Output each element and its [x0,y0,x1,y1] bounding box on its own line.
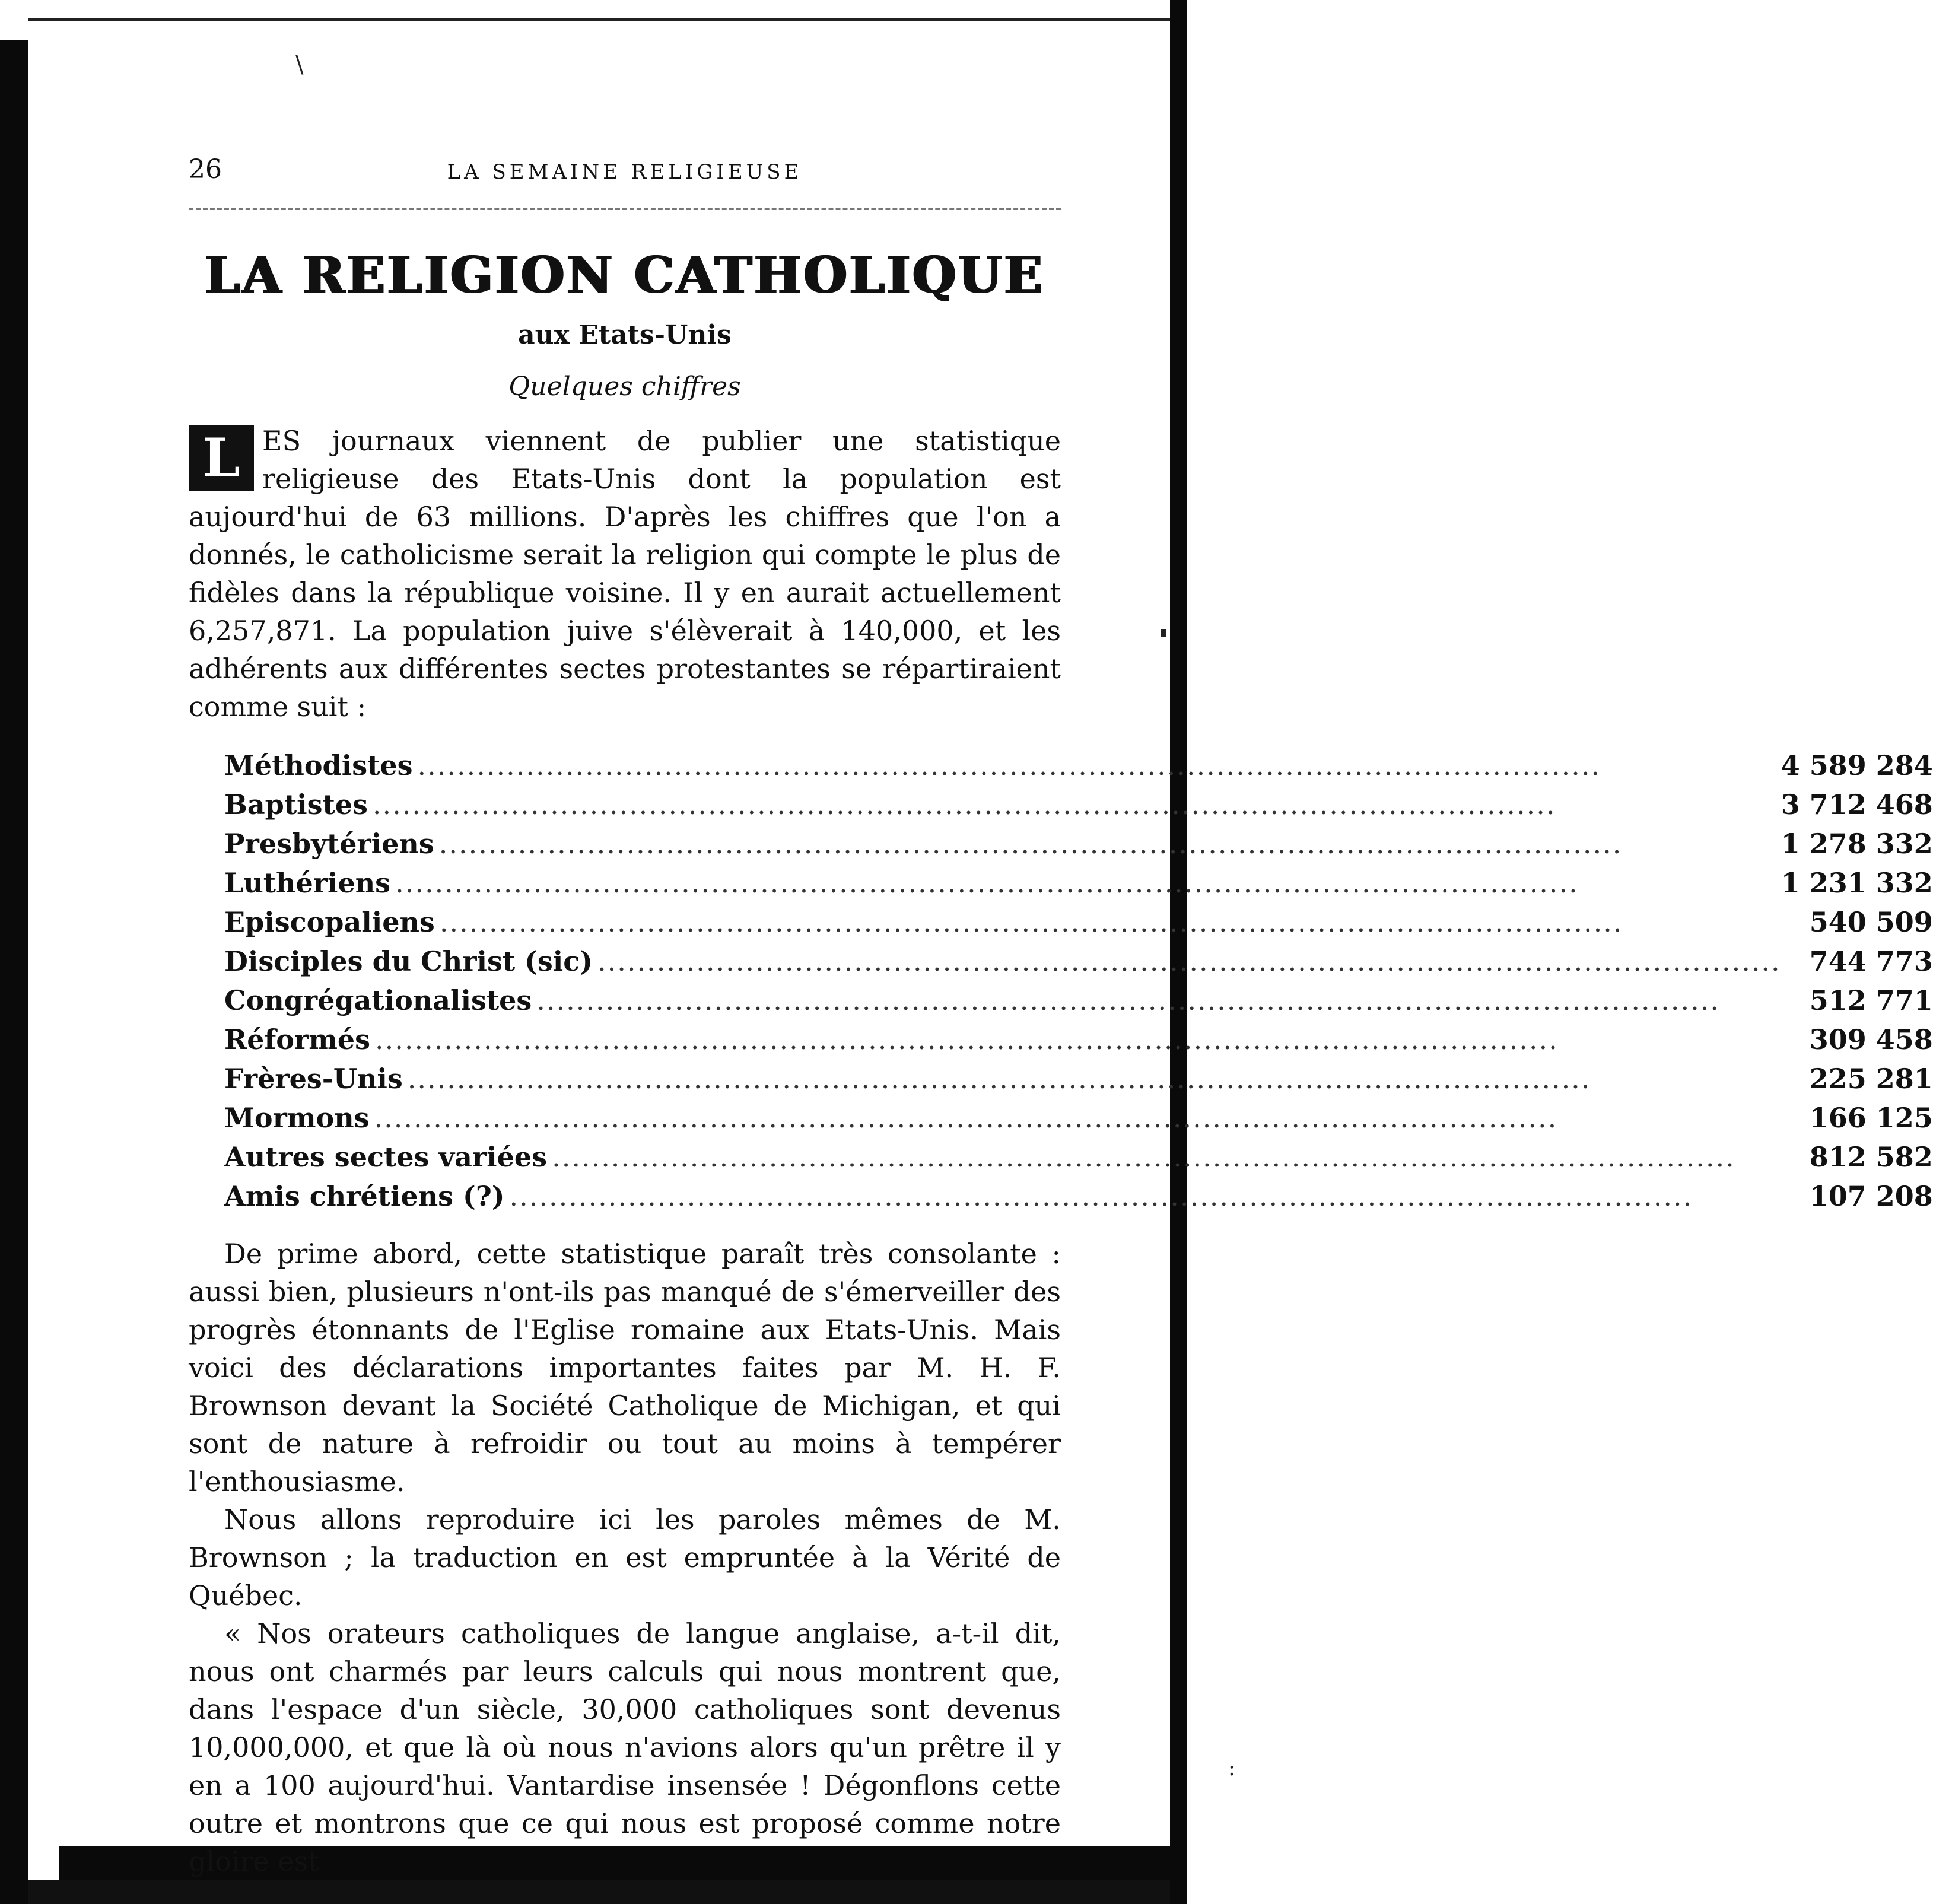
statistics-row [224,1063,1933,1102]
statistics-row [224,828,1933,867]
scan-stray-mark: \ [295,51,304,78]
denomination-cell [224,1063,1781,1102]
header-rule [189,208,1061,210]
adherent-count: 166 125 [1809,1102,1933,1134]
scan-speck [1161,629,1166,637]
statistics-row [224,1141,1933,1180]
denomination-name: Amis chrétiens (?) [224,1180,510,1212]
denomination-cell [224,945,1781,984]
leader-dots: ........................................................................................................................ [536,984,1720,1016]
statistics-row [224,1023,1933,1063]
statistics-body [224,749,1933,1219]
leader-dots: ........................................................................................................................ [395,867,1579,899]
denomination-name: Autres sectes variées [224,1141,552,1173]
statistics-row [224,1180,1933,1219]
denomination-name: Presbytériens [224,828,439,860]
denomination-name: Réformés [224,1023,375,1056]
adherent-count: 744 773 [1809,945,1933,977]
scan-border-bottom-edge [28,1880,1170,1904]
page [189,148,1933,1880]
denomination-name: Baptistes [224,789,373,821]
statistics-row [224,906,1933,945]
adherent-count: 1 278 332 [1781,828,1933,860]
leader-dots: ........................................................................................................................ [417,749,1601,781]
denomination-cell [224,749,1781,789]
leader-dots: ........................................................................................................................ [372,789,1556,821]
denomination-name: Episcopaliens [224,906,440,938]
statistics-row [224,984,1933,1023]
scan-speck-2: : [1228,1756,1236,1781]
statistics-row [224,1102,1933,1141]
statistics-row [224,945,1933,984]
leader-dots: ........................................................................................................................ [552,1141,1735,1173]
adherent-count: 225 281 [1809,1063,1933,1095]
scan-border-left [0,40,28,1904]
denomination-name: Méthodistes [224,749,418,781]
denomination-name: Frères-Unis [224,1063,408,1095]
denomination-cell [224,1023,1781,1063]
denomination-cell [224,789,1781,828]
leader-dots: ........................................................................................................................ [597,945,1781,977]
denomination-cell [224,984,1781,1023]
denomination-name: Congrégationalistes [224,984,536,1016]
body-paragraph: Nous allons reproduire ici les paroles mêmes de M. Brownson ; la traduction en est empruntée à la Vérité de Québec. [189,1504,1061,1611]
statistics-row [224,867,1933,906]
adherent-count: 4 589 284 [1781,749,1933,781]
adherent-count: 1 231 332 [1781,867,1933,899]
intro-paragraph [189,422,1061,726]
adherent-count: 540 509 [1809,906,1933,938]
running-head: LA SEMAINE RELIGIEUSE [447,160,803,184]
denomination-cell [224,906,1781,945]
denomination-name: Luthériens [224,867,395,899]
leader-dots: ........................................................................................................................ [375,1023,1559,1056]
leader-dots: ........................................................................................................................ [374,1102,1558,1134]
denomination-cell [224,1141,1781,1180]
adherent-count: 309 458 [1809,1023,1933,1056]
denomination-cell [224,828,1781,867]
denomination-cell [224,867,1781,906]
denomination-cell [224,1180,1781,1219]
dropcap: L [189,425,254,491]
leader-dots: ........................................................................................................................ [407,1063,1591,1095]
scan-border-top [28,18,1170,21]
statistics-table [224,749,1933,1219]
article-title: LA RELIGION CATHOLIQUE [205,246,1045,304]
leader-dots: ........................................................................................................................ [439,906,1623,938]
article-subtitle: aux Etats-Unis [518,320,732,350]
article-subsubtitle: Quelques chiffres [508,371,741,402]
denomination-name: Disciples du Christ (sic) [224,945,597,977]
adherent-count: 3 712 468 [1781,789,1933,821]
denomination-cell [224,1102,1781,1141]
body-paragraph: « Nos orateurs catholiques de langue anglaise, a-t-il dit, nous ont charmés par leurs calculs qui nous montrent que, dans l'espace d'un siècle, 30,000 catholiques sont devenus 10,000,000, et que là où nous n'avions alors qu'un prêtre il y en a 100 aujourd'hui. Vantardise insensée ! Dégonflons cette outre et montrons que ce qui nous est proposé comme notre gloire est [189,1617,1061,1877]
leader-dots: ........................................................................................................................ [438,828,1623,860]
adherent-count: 107 208 [1809,1180,1933,1212]
adherent-count: 812 582 [1809,1141,1933,1173]
denomination-name: Mormons [224,1102,374,1134]
page-header [189,148,1061,190]
body-paragraphs [189,1235,1061,1880]
adherent-count: 512 771 [1809,984,1933,1016]
body-paragraph: De prime abord, cette statistique paraît très consolante : aussi bien, plusieurs n'ont-ils pas manqué de s'émerveiller des progrès étonnants de l'Eglise romaine aux Etats-Unis. Mais voici des déclarations importantes faites par M. H. F. Brownson devant la Société Catholique de Michigan, et qui sont de nature à refroidir ou tout au moins à tempérer l'enthousiasme. [189,1238,1061,1498]
statistics-row [224,749,1933,789]
statistics-row [224,789,1933,828]
intro-text: ES journaux viennent de publier une statistique religieuse des Etats-Unis dont la population est aujourd'hui de 63 millions. D'après les chiffres que l'on a donnés, le catholicisme serait la religion qui compte le plus de fidèles dans la république voisine. Il y en aurait actuellement 6,257,871. La population juive s'élèverait à 140,000, et les adhérents aux différentes sectes protestantes se répartiraient comme suit : [189,425,1061,723]
leader-dots: ........................................................................................................................ [509,1180,1693,1212]
page-number: 26 [189,154,222,185]
